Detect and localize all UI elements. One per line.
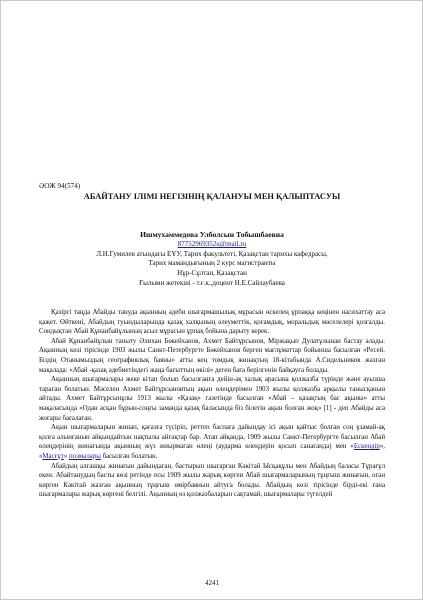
paragraph: Қазіргі таңда Абайды тануда ақынның әдеби шығармашылық мұрасын өскелең ұрпаққа кеңінен насихаттау аса қажет. Өйткені, Абайдың туындыларында қазақ халқының әлеуметтік, қоғамдық, моральдық мәселелері қозғалды. Сондықтан Абай Құнанбайұлының асыл мұрасын ұрпақ бойына дарыту керек. bbox=[39, 309, 385, 336]
affiliation-line: Тарих мамандығының 2 курс магистранты bbox=[148, 259, 276, 268]
author-info bbox=[39, 240, 385, 289]
link-masgut[interactable]: Масғұт bbox=[42, 452, 64, 460]
article-body bbox=[39, 308, 385, 500]
paragraph: Абай Құнанбайұлын таныту Әлихан Бөкейханов, Ахмет Байтұрсынов, Міржақып Дулатұлынан бастау алады. Ақынның көзі тірісінде 1903 жылы Санкт-Петербургте Бөкейханов берген мағлұматтар бойынша басылған «Ресей. Біздің Отанымыздың географиялық баяны» атты кең томдық жинақтың 18-кітабында А.Сидельников жазған мақалада: «Абай -қазақ әдебиетіндегі жаңа бағыттың өкілі» деген баға берілгенін байқауға болады. bbox=[39, 337, 385, 374]
udc-code: ӘОЖ 94(574) bbox=[39, 182, 81, 190]
link-eskendir[interactable]: Ескендір bbox=[353, 443, 380, 451]
paragraph-text: Ақын шығармаларын жинап, қағазға түсіріп, реттеп баспаға дайындау ісі ақын қайтыс болған соң ұзамай-ақ қолға алынғанын айқындайтын нақтылы айғақтар бар. Атап айқанда, 1909 жылы Санкт-Петербургте басылған Абай өлеңдерінің жинағында ақынның жүз жиырмаған өлеңі (аударма өлеңдерін қосып санағанда) мен « bbox=[39, 424, 385, 451]
page-number: 4241 bbox=[205, 579, 219, 587]
paragraph-text: », « bbox=[39, 443, 385, 460]
affiliation-line: Ғылыми жетекші - т.ғ.к.,доцент Н.Е.Сайлаубаева bbox=[139, 278, 285, 287]
affiliation-line: Л.Н.Гумилев атындағы ЕҰУ, Тарих факультеті, Қазақстан тарихы кафедрасы, bbox=[96, 249, 328, 258]
paragraph-text: » bbox=[63, 452, 69, 460]
paragraph-text: басылған болатын. bbox=[100, 452, 158, 460]
paragraph: Ақынның шығармалары жеке кітап болып басылғанға дейін-ақ халық арасына қолжазба түрінде және ауызша тараған болатын. Мәселен Ахмет Байтұрсыновтың ақын өлеңдерімен 1903 жылы қолжазба арқылы танысқанын айтады. Ахмет Байтұрсынұлы 1913 жылы «Қазақ» газетінде басылған «Абай – қазақтың бас ақыны» атты мақаласында «Одан асқан бұрын-соңғы заманда қазақ баласында біз білетін ақын болған жоқ» [1] - деп Абайды аса жоғары бағалаған. bbox=[39, 376, 385, 422]
author-name: Ишмухаммедова Улболсын Тобышбаевна bbox=[140, 230, 284, 239]
article-title: АБАЙТАНУ ІЛІМІ НЕГІЗІНІҢ ҚАЛАНУЫ МЕН ҚАЛЫПТАСУЫ bbox=[83, 192, 341, 201]
affiliation-line: Нұр-Сұлтан, Қазақстан bbox=[177, 269, 247, 278]
link-poems[interactable]: поэмалары bbox=[68, 452, 101, 460]
paragraph bbox=[39, 423, 385, 461]
author-email-link[interactable]: 87752969352u@mail.ru bbox=[177, 240, 247, 248]
paragraph: Абайдың алғашқы жинағын дайындаған, бастырып шығарған Кәкітай Ысқақұлы мен Абайдың баласы Тұрағұл екен. Абайтанудың басты көзі ретінде осы 1909 жылы жарық көрген Абай шығармаларының тұңғыш жинағын, оған көрген Кәкітай жазған ақынның тұңғыш өмірбаянын айтуға болады. Абайдың көзі тірісінде бірді-екі ғана шығармалары жарық көргені белгілі. Ақынның өз қолжазбаларын сақтамай, шығармалары түгелдей bbox=[39, 462, 385, 499]
